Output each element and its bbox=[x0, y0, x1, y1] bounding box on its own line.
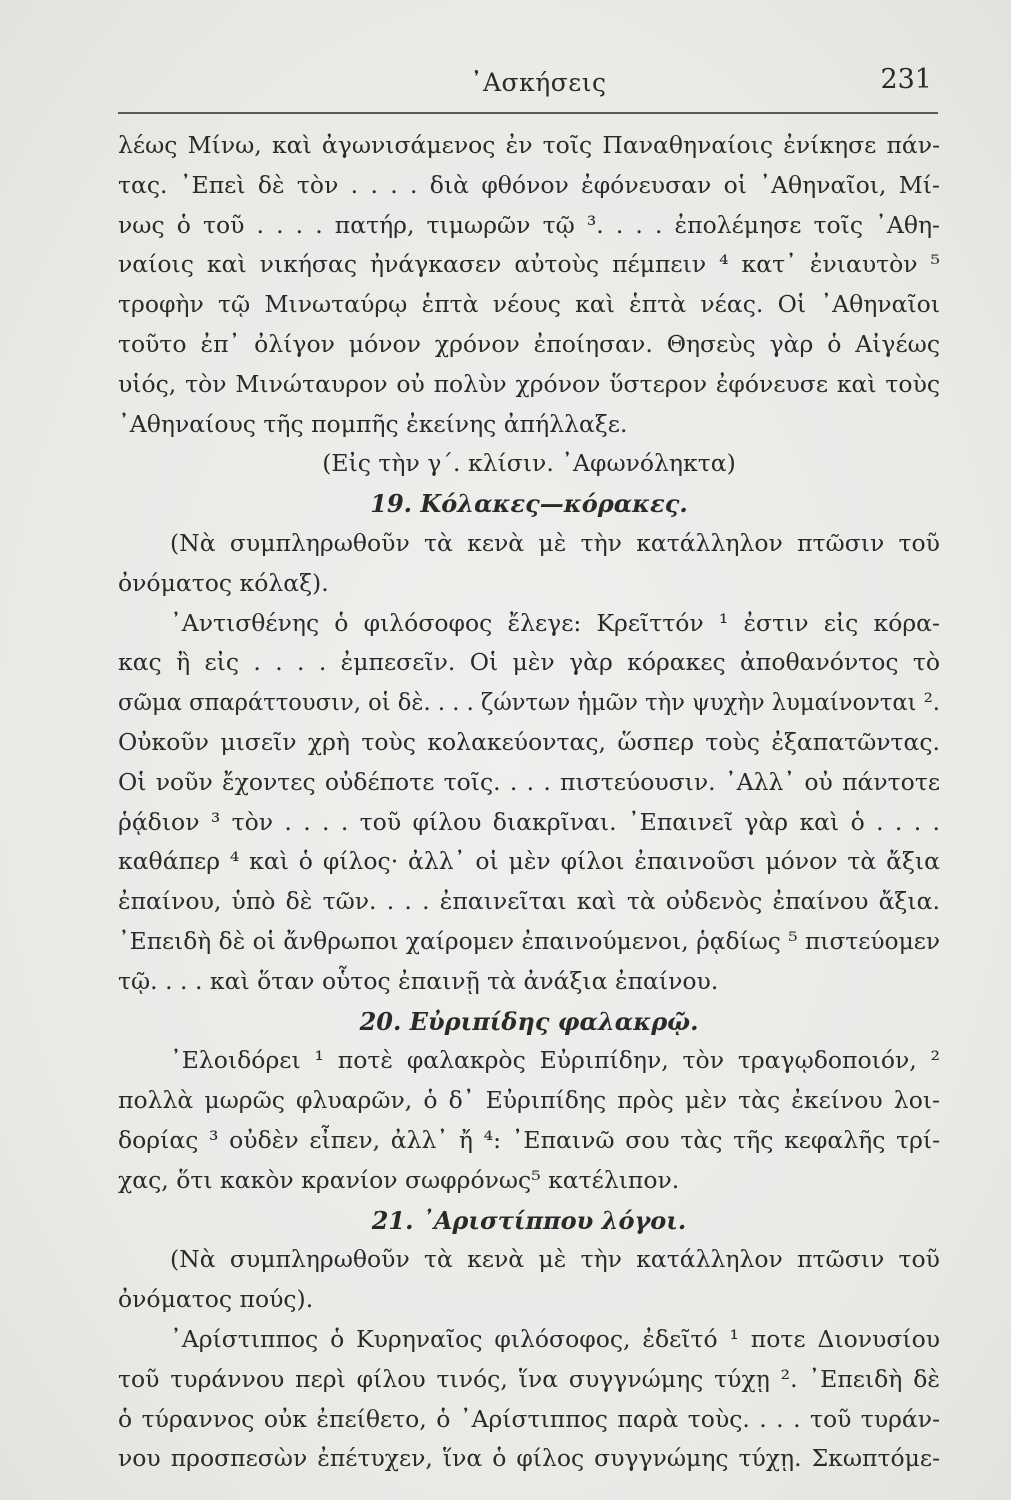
text-line: (Νὰ συμπληρωθοῦν τὰ κενὰ μὲ τὴν κατάλληλον πτῶσιν τοῦ bbox=[170, 1245, 940, 1274]
text-line: ὁ τύραννος οὐκ ἐπείθετο, ὁ ᾿Αρίστιππος παρὰ τοὺς. . . . τοῦ τυράν- bbox=[118, 1404, 941, 1433]
text-line: ὀνόματος κόλαξ). bbox=[118, 568, 329, 597]
text-line: υἱός, τὸν Μινώταυρον οὐ πολὺν χρόνον ὕστερον ἐφόνευσε καὶ τοὺς bbox=[118, 369, 941, 398]
text-line: τας. ᾿Επεὶ δὲ τὸν . . . . διὰ φθόνον ἐφόνευσαν οἱ ᾿Αθηναῖοι, Μί- bbox=[118, 170, 940, 199]
running-title: ᾿Ασκήσεις bbox=[470, 68, 607, 97]
header-rule bbox=[118, 112, 938, 114]
text-body bbox=[118, 126, 940, 1479]
text-line: Οὐκοῦν μισεῖν χρὴ τοὺς κολακεύοντας, ὥσπερ τοὺς ἐξαπατῶντας. bbox=[118, 727, 941, 756]
text-line: ῥᾴδιον ³ τὸν . . . . τοῦ φίλου διακρῖναι. ᾿Επαινεῖ γὰρ καὶ ὁ . . . . bbox=[118, 807, 941, 836]
section-heading: 21. ᾿Αριστίππου λόγοι. bbox=[371, 1205, 687, 1235]
text-line: τοῦ τυράννου περὶ φίλου τινός, ἵνα συγγνώμης τύχῃ ². ᾿Επειδὴ δὲ bbox=[118, 1364, 941, 1393]
text-line: ᾿Αθηναίους τῆς πομπῆς ἐκείνης ἀπήλλαξε. bbox=[118, 409, 628, 438]
text-line: ᾿Ελοιδόρει ¹ ποτὲ φαλακρὸς Εὐριπίδην, τὸν τραγῳδοποιόν, ² bbox=[170, 1046, 941, 1075]
section-heading: 19. Κόλακες—κόρακες. bbox=[370, 489, 688, 519]
text-line: καθάπερ ⁴ καὶ ὁ φίλος· ἀλλ᾿ οἱ μὲν φίλοι ἐπαινοῦσι μόνον τὰ ἄξια bbox=[118, 847, 941, 876]
text-line: ᾿Αντισθένης ὁ φιλόσοφος ἔλεγε: Κρεῖττόν ¹ ἐστιν εἰς κόρα- bbox=[170, 608, 940, 637]
text-line: λέως Μίνω, καὶ ἀγωνισάμενος ἐν τοῖς Παναθηναίοις ἐνίκησε πάν- bbox=[118, 131, 941, 159]
text-line: Οἱ νοῦν ἔχοντες οὐδέποτε τοῖς. . . . πιστεύουσιν. ᾿Αλλ᾿ οὐ πάντοτε bbox=[118, 767, 941, 796]
text-line: (Νὰ συμπληρωθοῦν τὰ κενὰ μὲ τὴν κατάλληλον πτῶσιν τοῦ bbox=[170, 528, 940, 557]
text-line: νως ὁ τοῦ . . . . πατήρ, τιμωρῶν τῷ ³. . . . ἐπολέμησε τοῖς ᾿Αθη- bbox=[118, 210, 940, 239]
page-header bbox=[120, 60, 940, 100]
text-line: ᾿Αρίστιππος ὁ Κυρηναῖος φιλόσοφος, ἐδεῖτό ¹ ποτε Διονυσίου bbox=[170, 1324, 941, 1353]
section-note: (Εἰς τὴν γ΄. κλίσιν. ᾿Αφωνόληκτα) bbox=[322, 449, 736, 478]
text-line: ναίοις καὶ νικήσας ἠνάγκασεν αὐτοὺς πέμπειν ⁴ κατ᾿ ἐνιαυτὸν ⁵ bbox=[118, 250, 940, 279]
text-line: ὀνόματος πούς). bbox=[118, 1285, 314, 1314]
text-line: τροφὴν τῷ Μινωταύρῳ ἑπτὰ νέους καὶ ἑπτὰ νέας. Οἱ ᾿Αθηναῖοι bbox=[118, 290, 941, 319]
page-number: 231 bbox=[880, 64, 932, 95]
text-line: νου προσπεσὼν ἐπέτυχεν, ἵνα ὁ φίλος συγγνώμης τύχῃ. Σκωπτόμε- bbox=[118, 1444, 941, 1473]
text-line: πολλὰ μωρῶς φλυαρῶν, ὁ δ᾿ Εὐριπίδης πρὸς μὲν τὰς ἐκείνου λοι- bbox=[118, 1086, 941, 1115]
text-line: κας ἢ εἰς . . . . ἐμπεσεῖν. Οἱ μὲν γὰρ κόρακες ἀποθανόντος τὸ bbox=[118, 648, 941, 677]
text-line: δορίας ³ οὐδὲν εἶπεν, ἀλλ᾿ ἤ ⁴: ᾿Επαινῶ σου τὰς τῆς κεφαλῆς τρί- bbox=[118, 1125, 941, 1154]
text-line: ᾿Επειδὴ δὲ οἱ ἄνθρωποι χαίρομεν ἐπαινούμενοι, ῥᾳδίως ⁵ πιστεύομεν bbox=[118, 926, 941, 955]
text-line: τοῦτο ἐπ᾿ ὀλίγον μόνον χρόνον ἐποίησαν. Θησεὺς γὰρ ὁ Αἰγέως bbox=[118, 329, 940, 358]
text-line: σῶμα σπαράττουσιν, οἱ δὲ. . . . ζώντων ἡμῶν τὴν ψυχὴν λυμαίνονται ². bbox=[118, 688, 940, 717]
text-line: χας, ὅτι κακὸν κρανίον σωφρόνως⁵ κατέλιπον. bbox=[118, 1165, 680, 1194]
text-line: ἐπαίνου, ὑπὸ δὲ τῶν. . . . ἐπαινεῖται καὶ τὰ οὐδενὸς ἐπαίνου ἄξια. bbox=[118, 887, 940, 916]
section-heading: 20. Εὐριπίδης φαλακρῷ. bbox=[359, 1006, 699, 1036]
text-line: τῷ. . . . καὶ ὅταν οὗτος ἐπαινῇ τὰ ἀνάξια ἐπαίνου. bbox=[118, 966, 719, 995]
